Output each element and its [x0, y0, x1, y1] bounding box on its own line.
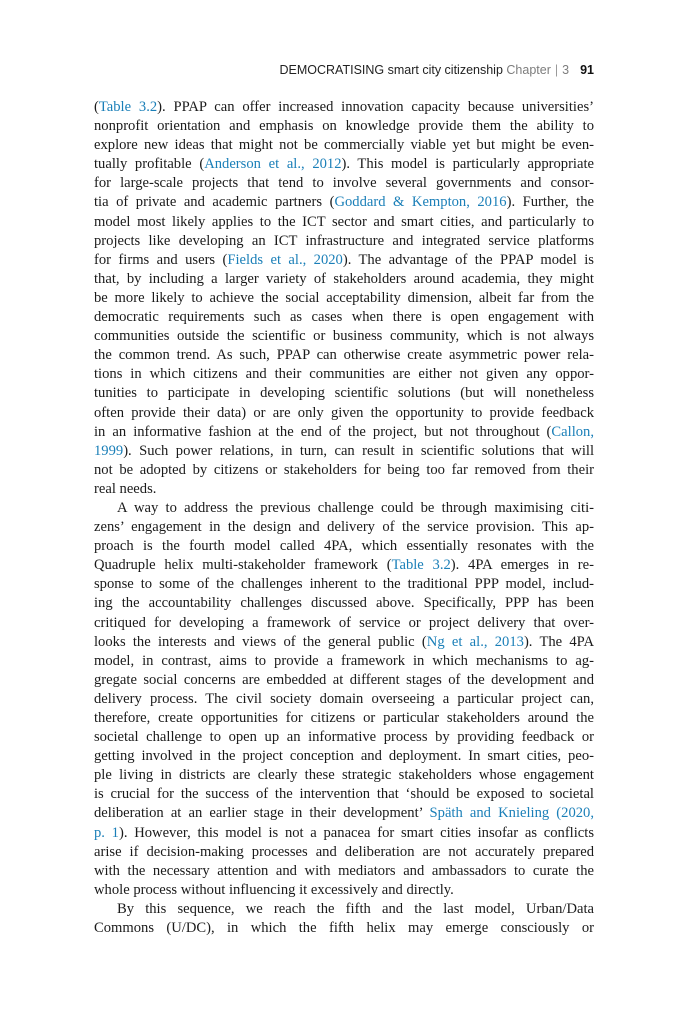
text-run: ple living in districts are clearly these strategic stakeholders whose engagement — [94, 767, 594, 784]
text-run: therefore, create opportunities for citizens or particular stakeholders around the — [94, 710, 594, 726]
text-run: not be adopted by citizens or stakeholders for being too far removed from their — [94, 461, 594, 478]
chapter-label: Chapter — [506, 63, 551, 77]
text-line — [94, 251, 594, 270]
chapter-number: 3 — [562, 63, 570, 77]
text-line — [94, 633, 594, 652]
running-header — [94, 63, 594, 77]
citation-link[interactable]: Callon, — [551, 423, 594, 440]
text-run: critiqued for developing a framework of service or project delivery that over- — [94, 614, 594, 631]
text-line — [94, 442, 594, 461]
text-run: ing the accountability challenges discussed above. Specifically, PPP has been — [94, 595, 594, 612]
text-line — [94, 155, 594, 174]
body-text — [94, 98, 594, 938]
text-line — [94, 614, 594, 633]
text-run: democratic requirements such as cases when there is open engagement with — [94, 309, 594, 326]
text-run: ). Further, the — [506, 194, 594, 211]
citation-link[interactable]: Table 3.2 — [98, 99, 158, 115]
text-line — [94, 919, 594, 938]
text-run: communities outside the scientific or business community, which is not always — [94, 328, 594, 345]
text-run: projects like developing an ICT infrastructure and integrated service platforms — [94, 232, 594, 249]
text-run: ( — [94, 99, 99, 115]
text-run: Quadruple helix multi-stakeholder framework ( — [94, 557, 392, 574]
text-line — [94, 289, 594, 308]
text-run: real needs. — [94, 480, 157, 497]
text-run: tunities to participate in developing scientific solutions (but will nonetheless — [94, 385, 594, 402]
text-run: ). PPAP can offer increased innovation capacity because universities’ — [157, 99, 594, 115]
text-run: for large-scale projects that tend to involve several governments and consor- — [94, 175, 594, 192]
text-run: delivery process. The civil society domain overseeing a particular project can, — [94, 690, 594, 707]
text-run: ). The 4PA — [523, 633, 594, 650]
text-run: arise if decision-making processes and deliberation are not accurately prepared — [94, 843, 594, 860]
text-line — [94, 461, 594, 480]
text-line — [94, 193, 594, 212]
text-line — [94, 575, 594, 594]
citation-link[interactable]: Späth and Knieling (2020, — [429, 805, 594, 822]
text-line — [94, 174, 594, 193]
text-run: looks the interests and views of the general public ( — [94, 633, 427, 650]
text-run: deliberation at an earlier stage in their development’ — [94, 805, 430, 822]
text-line — [94, 270, 594, 289]
text-line — [94, 98, 594, 117]
text-line — [94, 804, 594, 823]
text-run: that, by including a larger variety of stakeholders around academia, they might — [94, 270, 594, 287]
text-run: getting involved in the project conception and deployment. In smart cities, peo- — [94, 748, 594, 765]
text-line — [94, 785, 594, 804]
text-line — [94, 900, 594, 919]
citation-link[interactable]: Anderson et al., 2012 — [204, 156, 342, 173]
text-line — [94, 709, 594, 728]
text-run: be more likely to achieve the social acceptability dimension, albeit far from the — [94, 289, 594, 306]
text-line — [94, 671, 594, 690]
page-number: 91 — [580, 63, 594, 77]
text-line — [94, 136, 594, 155]
text-line — [94, 824, 594, 843]
text-run: societal challenge to open up an informative process by providing feedback or — [94, 729, 594, 746]
text-run: gregate social concerns are embedded at different stages of the development and — [94, 671, 594, 688]
text-run: the common trend. As such, PPAP can otherwise create asymmetric power rela- — [94, 347, 594, 364]
text-line — [94, 843, 594, 862]
text-run: Commons (U/DC), in which the fifth helix may emerge consciously or — [94, 920, 594, 937]
text-line — [94, 117, 594, 136]
text-line — [94, 308, 594, 327]
text-run: nonprofit orientation and emphasis on knowledge provide them the ability to — [94, 118, 594, 135]
text-line — [94, 728, 594, 747]
text-run: tions in which citizens and their communities are either not given any oppor- — [94, 366, 594, 383]
text-run: for firms and users ( — [94, 251, 228, 268]
text-line — [94, 499, 594, 518]
text-run: model most likely applies to the ICT sector and smart cities, and particularly to — [94, 213, 594, 230]
text-run: ). Such power relations, in turn, can result in scientific solutions that will — [123, 442, 594, 459]
text-run: zens’ engagement in the design and delivery of the service provision. This ap- — [94, 519, 594, 536]
text-run: whole process without influencing it excessively and directly. — [94, 881, 454, 898]
text-line — [94, 594, 594, 613]
text-line — [94, 537, 594, 556]
text-run: proach is the fourth model called 4PA, which essentially resonates with the — [94, 538, 594, 555]
text-line — [94, 518, 594, 537]
citation-link[interactable]: Fields et al., 2020 — [227, 251, 343, 268]
text-run: ). However, this model is not a panacea for smart cities insofar as conflicts — [118, 824, 595, 841]
text-line — [94, 232, 594, 251]
text-line — [94, 423, 594, 442]
text-run: in an informative fashion at the end of the project, but not throughout ( — [94, 423, 552, 440]
text-run: tually profitable ( — [94, 156, 205, 173]
text-line — [94, 213, 594, 232]
citation-link[interactable]: Table 3.2 — [391, 557, 451, 574]
citation-link[interactable]: p. 1 — [94, 824, 119, 841]
text-run: sponse to some of the challenges inherent to the traditional PPP model, includ- — [94, 576, 594, 593]
text-run: often provide their data) or are only given the opportunity to provide feedback — [94, 404, 594, 421]
text-run: By this sequence, we reach the fifth and the last model, Urban/Data — [117, 900, 594, 917]
header-separator: | — [554, 63, 559, 77]
text-run: A way to address the previous challenge could be through maximising citi- — [117, 499, 594, 516]
text-line — [94, 480, 594, 499]
citation-link[interactable]: Ng et al., 2013 — [426, 633, 524, 650]
text-line — [94, 384, 594, 403]
text-run: with the necessary attention and with mediators and ambassadors to curate the — [94, 862, 594, 879]
book-title: DEMOCRATISING smart city citizenship — [279, 63, 503, 77]
text-run: ). The advantage of the PPAP model is — [342, 251, 594, 268]
text-line — [94, 690, 594, 709]
text-line — [94, 881, 594, 900]
text-run: tia of private and academic partners ( — [94, 194, 335, 211]
text-run: is crucial for the success of the intervention that ‘should be exposed to societal — [94, 786, 594, 803]
text-line — [94, 556, 594, 575]
citation-link[interactable]: 1999 — [94, 442, 124, 459]
text-run: model, in contrast, aims to provide a framework in which mechanisms to ag- — [94, 652, 594, 669]
text-line — [94, 862, 594, 881]
text-line — [94, 404, 594, 423]
text-line — [94, 652, 594, 671]
text-line — [94, 365, 594, 384]
text-line — [94, 346, 594, 365]
text-line — [94, 766, 594, 785]
citation-link[interactable]: Goddard & Kempton, 2016 — [334, 194, 507, 211]
text-run: explore new ideas that might not be commercially viable yet but might be even- — [94, 137, 594, 154]
text-line — [94, 327, 594, 346]
text-run: ). This model is particularly appropriate — [341, 156, 595, 173]
text-run: ). 4PA emerges in re- — [450, 557, 594, 574]
text-line — [94, 747, 594, 766]
